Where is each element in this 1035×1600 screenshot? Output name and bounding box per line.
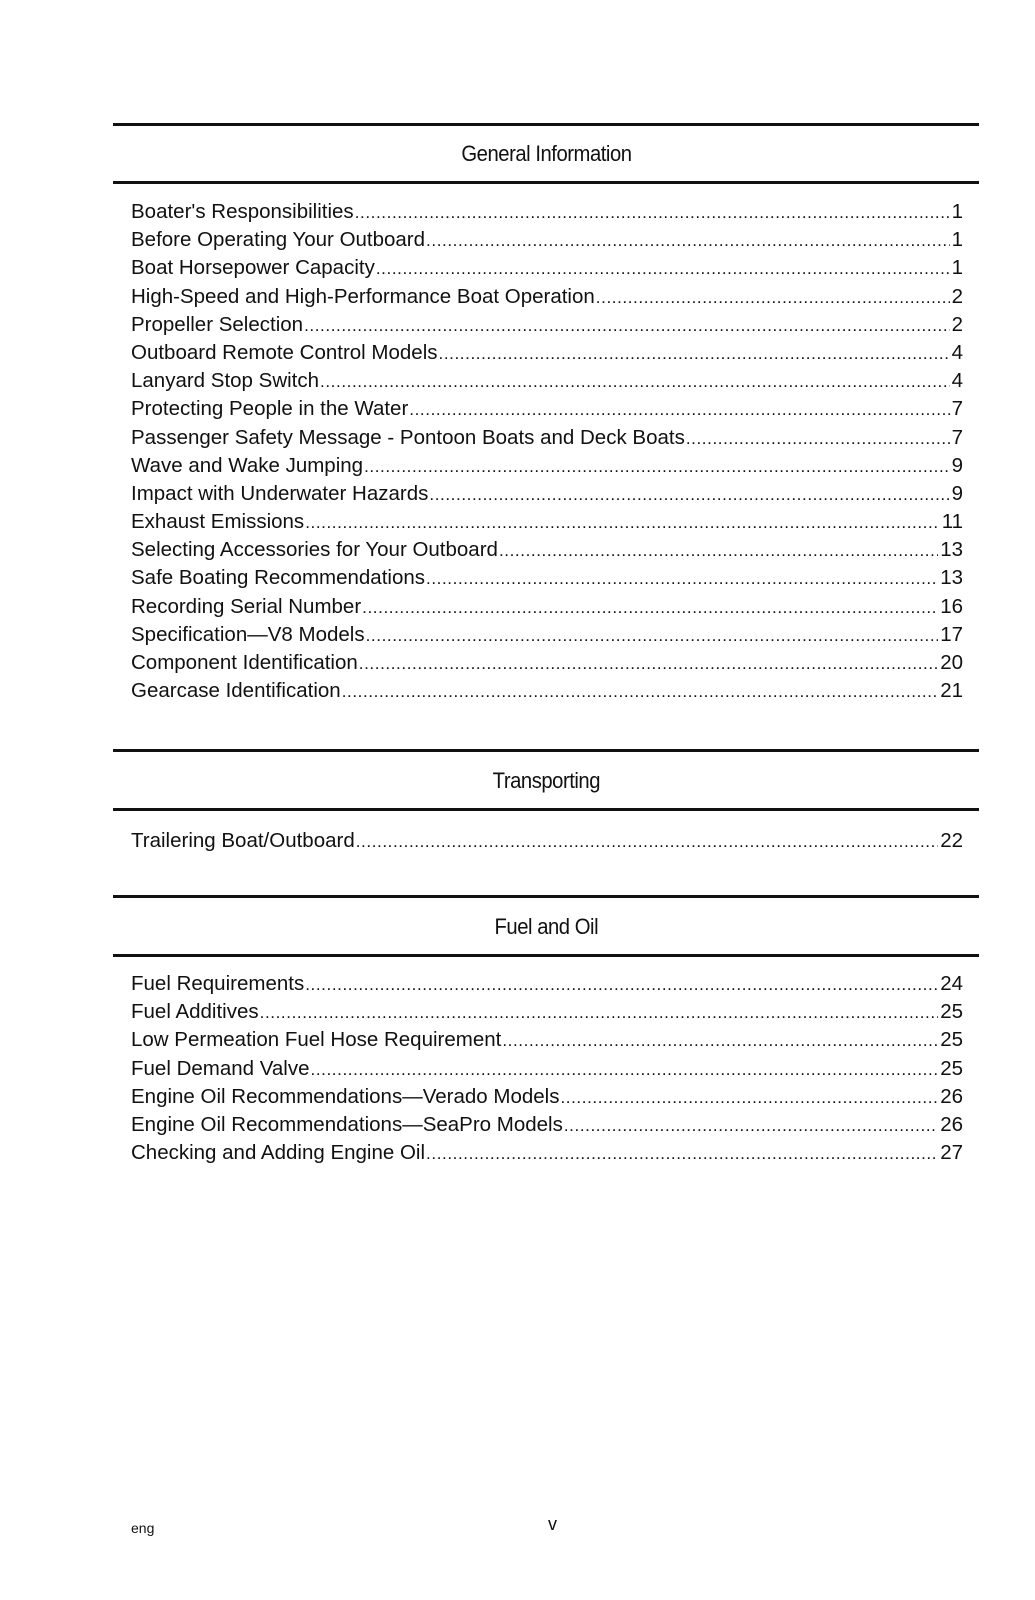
- toc-entry[interactable]: [131, 621, 963, 649]
- toc-entry-page: 7: [951, 397, 963, 421]
- toc-entry[interactable]: [131, 677, 963, 705]
- toc-entry-title: Impact with Underwater Hazards: [131, 481, 429, 505]
- toc-entry[interactable]: [131, 508, 963, 536]
- footer-page-number: v: [548, 1514, 557, 1534]
- toc-entry-title: Checking and Adding Engine Oil: [131, 1141, 426, 1165]
- toc-entry-title: Low Permeation Fuel Hose Requirement: [131, 1028, 502, 1052]
- toc-entry[interactable]: [131, 536, 963, 564]
- toc-list-general-information: [131, 198, 963, 705]
- toc-entry[interactable]: [131, 564, 963, 592]
- dot-leader: [376, 255, 950, 282]
- toc-entry-page: 11: [941, 510, 963, 534]
- dot-leader: [426, 227, 950, 254]
- dot-leader: [362, 594, 938, 621]
- toc-entry[interactable]: [131, 311, 963, 339]
- dot-leader: [502, 1027, 938, 1054]
- toc-entry-page: 27: [940, 1141, 963, 1165]
- toc-entry[interactable]: [131, 1055, 963, 1083]
- toc-entry-title: Engine Oil Recommendations—SeaPro Models: [131, 1112, 563, 1136]
- dot-leader: [304, 312, 950, 339]
- section-bottom-rule: [113, 181, 979, 184]
- dot-leader: [366, 622, 939, 649]
- toc-entry-page: 16: [940, 594, 963, 618]
- toc-entry[interactable]: [131, 254, 963, 282]
- toc-list-transporting: [131, 827, 963, 855]
- section-bottom-rule: [113, 954, 979, 957]
- toc-entry-title: Passenger Safety Message - Pontoon Boats and Deck Boats: [131, 425, 685, 449]
- toc-entry-title: Propeller Selection: [131, 312, 304, 336]
- dot-leader: [596, 284, 950, 311]
- dot-leader: [356, 828, 938, 855]
- footer-language-code: eng: [131, 1520, 155, 1536]
- toc-entry-title: Boater's Responsibilities: [131, 200, 354, 223]
- dot-leader: [260, 999, 939, 1026]
- toc-entry-title: Engine Oil Recommendations—Verado Models: [131, 1084, 560, 1108]
- toc-entry[interactable]: [131, 1111, 963, 1139]
- toc-entry[interactable]: [131, 226, 963, 254]
- toc-entry-title: Component Identification: [131, 651, 358, 674]
- dot-leader: [305, 971, 938, 998]
- toc-list-fuel-and-oil: [131, 970, 963, 1167]
- toc-entry[interactable]: [131, 367, 963, 395]
- toc-entry[interactable]: [131, 452, 963, 480]
- dot-leader: [320, 368, 950, 395]
- toc-entry-page: 17: [940, 622, 963, 646]
- toc-entry-title: Specification—V8 Models: [131, 622, 365, 646]
- dot-leader: [364, 453, 950, 480]
- toc-entry-page: 26: [940, 1084, 963, 1108]
- dot-leader: [409, 396, 949, 423]
- dot-leader: [311, 1056, 939, 1083]
- toc-entry-title: Trailering Boat/Outboard: [131, 829, 355, 852]
- dot-leader: [355, 199, 950, 226]
- toc-entry[interactable]: [131, 649, 963, 677]
- toc-entry-title: Lanyard Stop Switch: [131, 369, 320, 393]
- toc-entry-title: Recording Serial Number: [131, 594, 362, 618]
- toc-entry[interactable]: [131, 480, 963, 508]
- section-heading-text: Transporting: [492, 768, 600, 793]
- dot-leader: [359, 650, 938, 677]
- section-top-rule: [113, 123, 979, 126]
- toc-entry-title: High-Speed and High-Performance Boat Operation: [131, 284, 595, 308]
- toc-entry-page: 2: [951, 312, 963, 336]
- dot-leader: [305, 509, 940, 536]
- toc-entry[interactable]: [131, 998, 963, 1026]
- section-bottom-rule: [113, 808, 979, 811]
- toc-entry-title: Gearcase Identification: [131, 679, 341, 703]
- toc-entry-title: Fuel Requirements: [131, 972, 305, 995]
- toc-entry-page: 4: [951, 369, 963, 393]
- toc-entry-title: Outboard Remote Control Models: [131, 340, 438, 364]
- dot-leader: [499, 537, 938, 564]
- toc-entry[interactable]: [131, 424, 963, 452]
- toc-entry[interactable]: [131, 283, 963, 311]
- toc-entry[interactable]: [131, 1139, 963, 1167]
- toc-entry-page: 24: [940, 972, 963, 995]
- toc-entry-title: Exhaust Emissions: [131, 510, 305, 534]
- dot-leader: [560, 1084, 938, 1111]
- section-top-rule: [113, 895, 979, 898]
- toc-entry-title: Fuel Demand Valve: [131, 1056, 310, 1080]
- dot-leader: [426, 565, 938, 592]
- toc-entry-page: 2: [951, 284, 963, 308]
- section-heading-text: Fuel and Oil: [494, 914, 598, 939]
- toc-entry-page: 25: [940, 1028, 963, 1052]
- dot-leader: [429, 481, 949, 508]
- toc-entry-page: 25: [940, 1000, 963, 1024]
- toc-entry-page: 21: [940, 679, 963, 703]
- section-heading-general-information: [113, 141, 979, 167]
- toc-entry[interactable]: [131, 593, 963, 621]
- toc-entry-page: 25: [940, 1056, 963, 1080]
- toc-entry[interactable]: [131, 970, 963, 998]
- toc-entry[interactable]: [131, 1083, 963, 1111]
- toc-entry-page: 7: [951, 425, 963, 449]
- toc-entry-page: 1: [951, 256, 963, 280]
- toc-entry-page: 9: [951, 481, 963, 505]
- toc-entry[interactable]: [131, 198, 963, 226]
- section-heading-fuel-and-oil: [113, 914, 979, 940]
- toc-entry-title: Selecting Accessories for Your Outboard: [131, 538, 498, 562]
- toc-entry-title: Protecting People in the Water: [131, 397, 409, 421]
- dot-leader: [342, 678, 939, 705]
- toc-entry-page: 9: [951, 453, 963, 477]
- section-heading-transporting: [113, 768, 979, 794]
- dot-leader: [686, 425, 950, 452]
- toc-entry-page: 20: [940, 651, 963, 674]
- toc-entry-page: 22: [940, 829, 963, 852]
- dot-leader: [439, 340, 950, 367]
- toc-entry[interactable]: [131, 827, 963, 855]
- toc-entry[interactable]: [131, 1026, 963, 1054]
- section-top-rule: [113, 749, 979, 752]
- toc-entry-page: 1: [951, 200, 963, 223]
- toc-entry-page: 4: [951, 340, 963, 364]
- toc-entry-title: Before Operating Your Outboard: [131, 228, 426, 252]
- toc-entry-page: 13: [940, 566, 963, 590]
- toc-entry-title: Wave and Wake Jumping: [131, 453, 364, 477]
- toc-entry-page: 1: [951, 228, 963, 252]
- section-heading-text: General Information: [460, 141, 632, 166]
- dot-leader: [426, 1140, 938, 1167]
- toc-entry-title: Safe Boating Recommendations: [131, 566, 426, 590]
- toc-entry-title: Boat Horsepower Capacity: [131, 256, 375, 280]
- toc-entry[interactable]: [131, 395, 963, 423]
- toc-entry-page: 13: [940, 538, 963, 562]
- toc-entry-title: Fuel Additives: [131, 1000, 259, 1024]
- dot-leader: [564, 1112, 938, 1139]
- toc-entry-page: 26: [940, 1112, 963, 1136]
- toc-entry[interactable]: [131, 339, 963, 367]
